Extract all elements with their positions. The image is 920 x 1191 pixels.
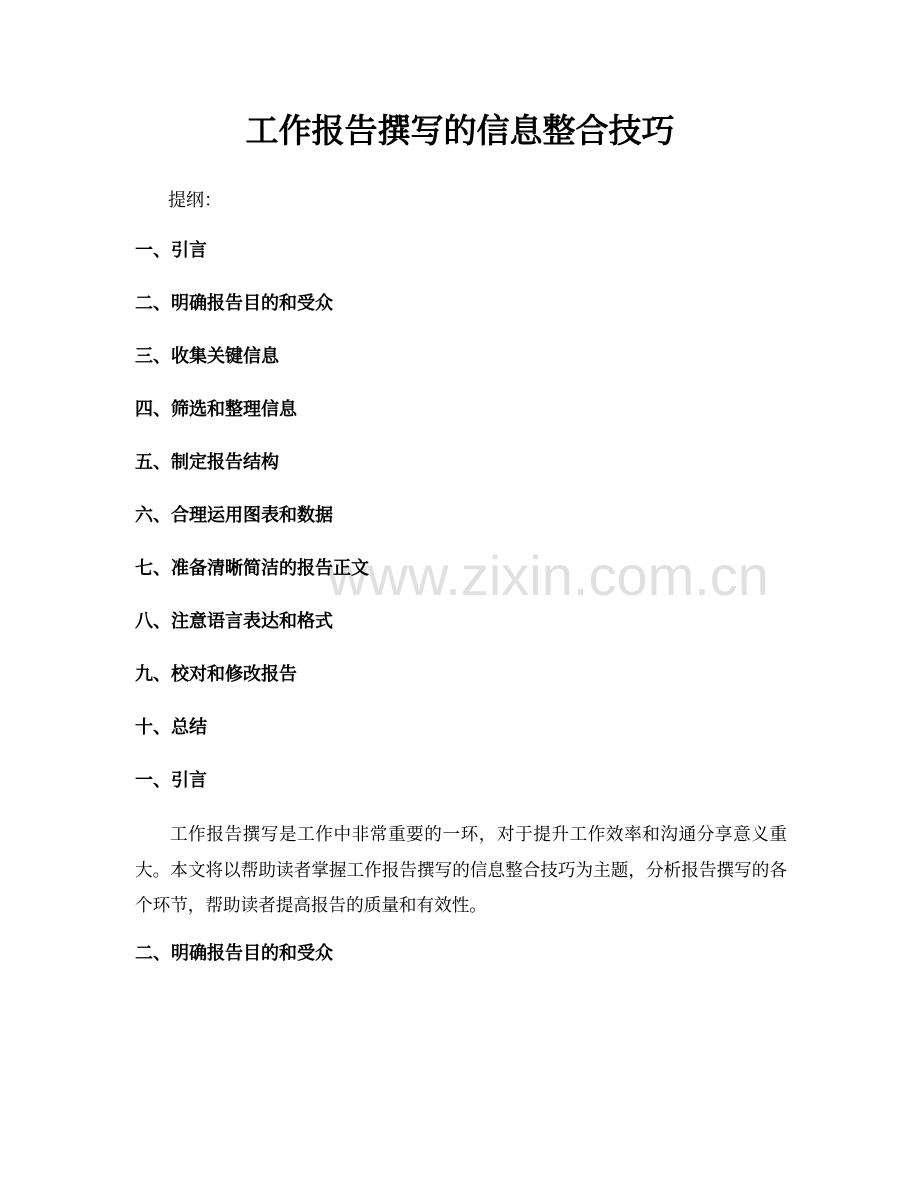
outline-item: 十、总结: [135, 717, 207, 738]
outline-list: [135, 236, 369, 766]
introduction-paragraph: 工作报告撰写是工作中非常重要的一环，对于提升工作效率和沟通分享意义重大。本文将以帮助读者掌握工作报告撰写的信息整合技巧为主题，分析报告撰写的各个环节，帮助读者提高报告的质量和有效性。: [135, 825, 787, 916]
outline-item: 七、准备清晰简洁的报告正文: [135, 558, 369, 579]
outline-item: 九、校对和修改报告: [135, 664, 297, 685]
outline-item: 六、合理运用图表和数据: [135, 505, 333, 526]
outline-item: 五、制定报告结构: [135, 452, 279, 473]
outline-item: 二、明确报告目的和受众: [135, 293, 333, 314]
section-heading-introduction: 一、引言: [135, 770, 207, 791]
section-heading-purpose-audience: 二、明确报告目的和受众: [135, 943, 333, 964]
outline-item: 八、注意语言表达和格式: [135, 611, 333, 632]
outline-item: 四、筛选和整理信息: [135, 399, 297, 420]
outline-item: 三、收集关键信息: [135, 346, 279, 367]
outline-label: 提纲：: [168, 190, 222, 211]
outline-item: 一、引言: [135, 240, 207, 261]
watermark: www.zixin.com.cn: [327, 544, 769, 607]
document-title: 工作报告撰写的信息整合技巧: [245, 111, 675, 150]
